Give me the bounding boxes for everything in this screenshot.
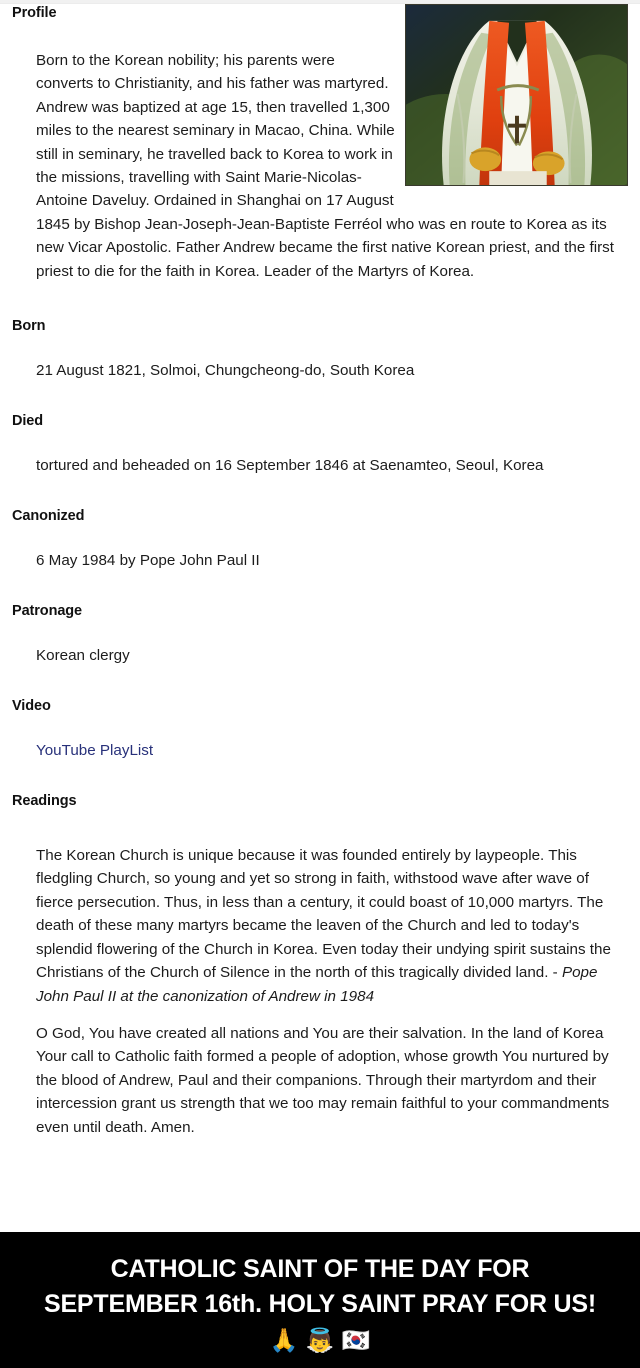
spacer xyxy=(12,810,628,844)
section-heading-profile: Profile xyxy=(12,5,57,21)
died-value: tortured and beheaded on 16 September 1846 at Saenamteo, Seoul, Korea xyxy=(36,457,544,475)
portrait-illustration xyxy=(406,5,627,185)
saint-portrait-image xyxy=(405,4,628,186)
born-value: 21 August 1821, Solmoi, Chungcheong-do, South Korea xyxy=(36,362,415,380)
footer-line-two: SEPTEMBER 16th. HOLY SAINT PRAY FOR US! xyxy=(43,1290,597,1318)
footer-banner xyxy=(0,1232,640,1368)
reading-paragraph-two: O God, You have created all nations and You are their salvation. In the land of Korea Your call to Catholic faith formed a people of adoption, whose growth You nurtured by the blood of Andrew, Paul and their companions. Through their martyrdom and their intercession grant us strength that we too may remain faithful to your commandments even until death. Amen. xyxy=(36,1024,610,1136)
section-heading-readings: Readings xyxy=(12,793,77,810)
section-heading-video: Video xyxy=(12,698,51,715)
footer-line-one: CATHOLIC SAINT OF THE DAY FOR xyxy=(110,1255,530,1283)
saint-profile-page xyxy=(0,4,640,1139)
spacer xyxy=(12,1008,628,1022)
spacer xyxy=(12,620,628,644)
section-heading-patronage: Patronage xyxy=(12,603,83,620)
spacer xyxy=(12,667,628,697)
spacer xyxy=(12,572,628,602)
canonized-value: 6 May 1984 by Pope John Paul II xyxy=(36,552,260,570)
section-heading-born: Born xyxy=(12,318,46,335)
footer-emoji-row: 🙏 👼 🇰🇷 xyxy=(269,1328,371,1354)
section-heading-died: Died xyxy=(12,413,44,430)
section-heading-canonized: Canonized xyxy=(12,508,85,525)
profile-body-text: Born to the Korean nobility; his parents were converts to Christianity, and his father was martyred. Andrew was baptized at age 15, then travelled 1,300 miles to the nearest seminary in Macao, China. While still in seminary, he travelled back to Korea to work in the missions, travelling with Saint Marie-Nicolas-Antoine Daveluy. Ordained in Shanghai on 17 August 1845 by Bishop Jean-Joseph-Jean-Baptiste Ferréol who was en route to Korea as its new Vicar Apostolic. Father Andrew became the first native Korean priest, and the first priest to die for the faith in Korea. Leader of the Martyrs of Korea. xyxy=(36,52,614,280)
spacer xyxy=(12,715,628,739)
youtube-playlist-link[interactable]: YouTube PlayList xyxy=(36,742,154,760)
spacer xyxy=(12,382,628,412)
video-link-row xyxy=(12,739,628,762)
reading-paragraph-one xyxy=(12,844,628,1008)
spacer xyxy=(12,430,628,454)
spacer xyxy=(12,283,628,317)
spacer xyxy=(12,477,628,507)
patronage-value: Korean clergy xyxy=(36,647,130,665)
spacer xyxy=(12,762,628,792)
reading-attribution: Pope John Paul II at the canonization of Andrew in 1984 xyxy=(36,964,598,1005)
spacer xyxy=(12,525,628,549)
reading-quote-text: The Korean Church is unique because it was founded entirely by laypeople. This fledgling Church, so young and yet so strong in faith, withstood wave after wave of fierce persecution. Thus, in less than a century, it could boast of 10,000 martyrs. The death of these many martyrs became the leaven of the Church and led to today's splendid flowering of the Church in Korea. Even today their undying spirit sustains the Christians of the Church of Silence in the north of this tragically divided land. - xyxy=(36,847,611,982)
spacer xyxy=(12,335,628,359)
